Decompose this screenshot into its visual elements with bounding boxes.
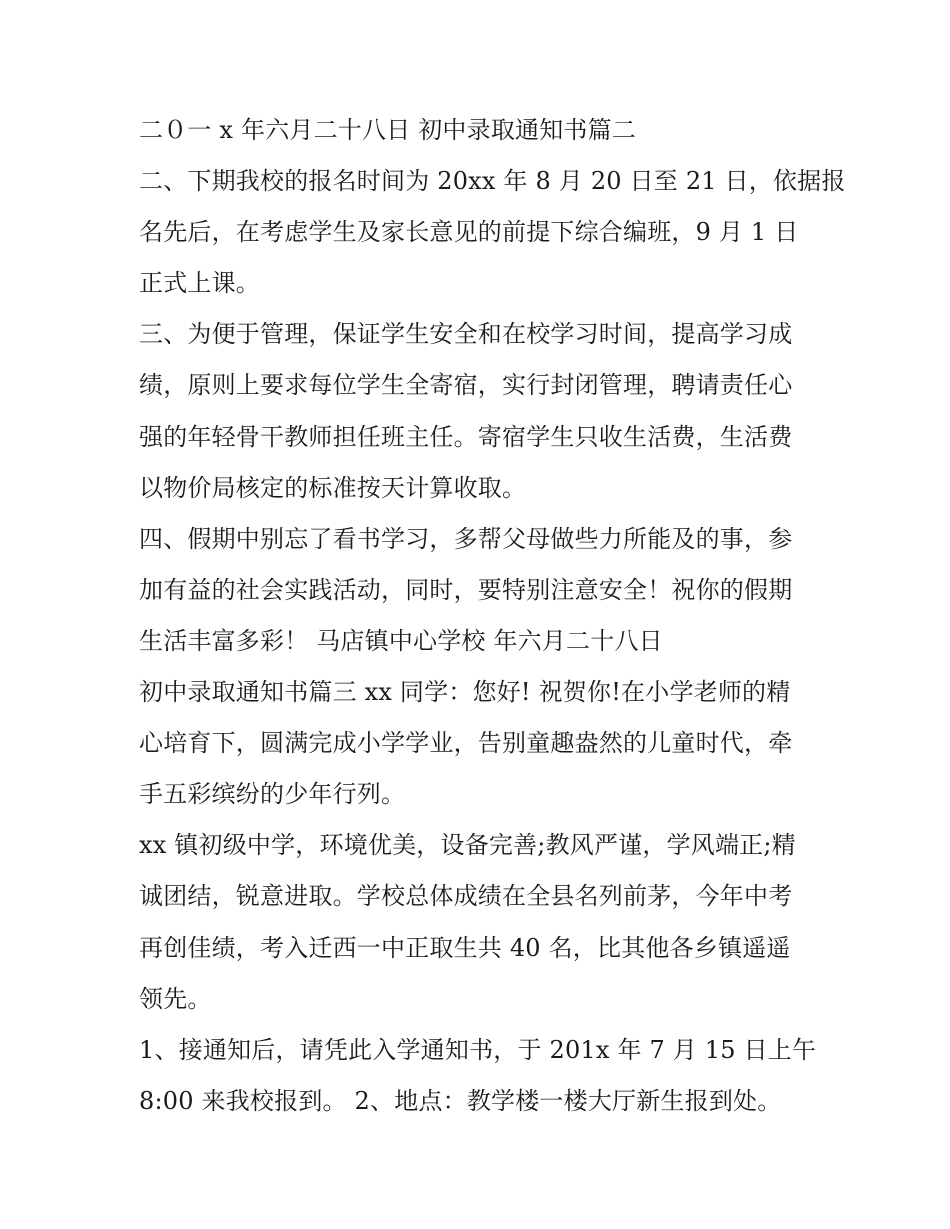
document-body — [139, 105, 846, 1127]
text-line: 四、假期中别忘了看书学习，多帮父母做些力所能及的事，参 — [139, 524, 793, 553]
text-line: xx 镇初级中学，环境优美，设备完善;教风严谨，学风端正;精 — [139, 831, 796, 860]
text-line: 领先。 — [139, 984, 212, 1013]
text-line: 1、接通知后，请凭此入学通知书，于 201x 年 7 月 15 日上午 — [139, 1035, 817, 1064]
text-line: 加有益的社会实践活动，同时，要特别注意安全！祝你的假期 — [139, 575, 793, 604]
text-line: 二、下期我校的报名时间为 20xx 年 8 月 20 日至 21 日，依据报 — [139, 167, 846, 196]
text-line: 以物价局核定的标准按天计算收取。 — [139, 473, 527, 502]
text-line: 名先后，在考虑学生及家长意见的前提下综合编班，9 月 1 日 — [139, 218, 799, 247]
text-line: 初中录取通知书篇三 xx 同学：您好! 祝贺你!在小学老师的精 — [139, 678, 791, 707]
text-line: 强的年轻骨干教师担任班主任。寄宿学生只收生活费，生活费 — [139, 422, 793, 451]
text-line: 8:00 来我校报到。 2、地点：教学楼一楼大厅新生报到处。 — [139, 1086, 782, 1115]
text-line: 生活丰富多彩！ 马店镇中心学校 年六月二十八日 — [139, 626, 663, 655]
text-line: 再创佳绩，考入迁西一中正取生共 40 名，比其他各乡镇遥遥 — [139, 933, 791, 962]
text-line: 正式上课。 — [139, 269, 260, 298]
text-line: 二０一 x 年六月二十八日 初中录取通知书篇二 — [139, 116, 637, 144]
text-line: 绩，原则上要求每位学生全寄宿，实行封闭管理，聘请责任心 — [139, 371, 793, 400]
text-line: 心培育下，圆满完成小学学业，告别童趣盎然的儿童时代，牵 — [139, 729, 793, 758]
text-line: 诚团结，锐意进取。学校总体成绩在全县名列前茅，今年中考 — [139, 882, 793, 911]
text-line: 手五彩缤纷的少年行列。 — [139, 780, 406, 809]
text-line: 三、为便于管理，保证学生安全和在校学习时间，提高学习成 — [139, 320, 793, 349]
